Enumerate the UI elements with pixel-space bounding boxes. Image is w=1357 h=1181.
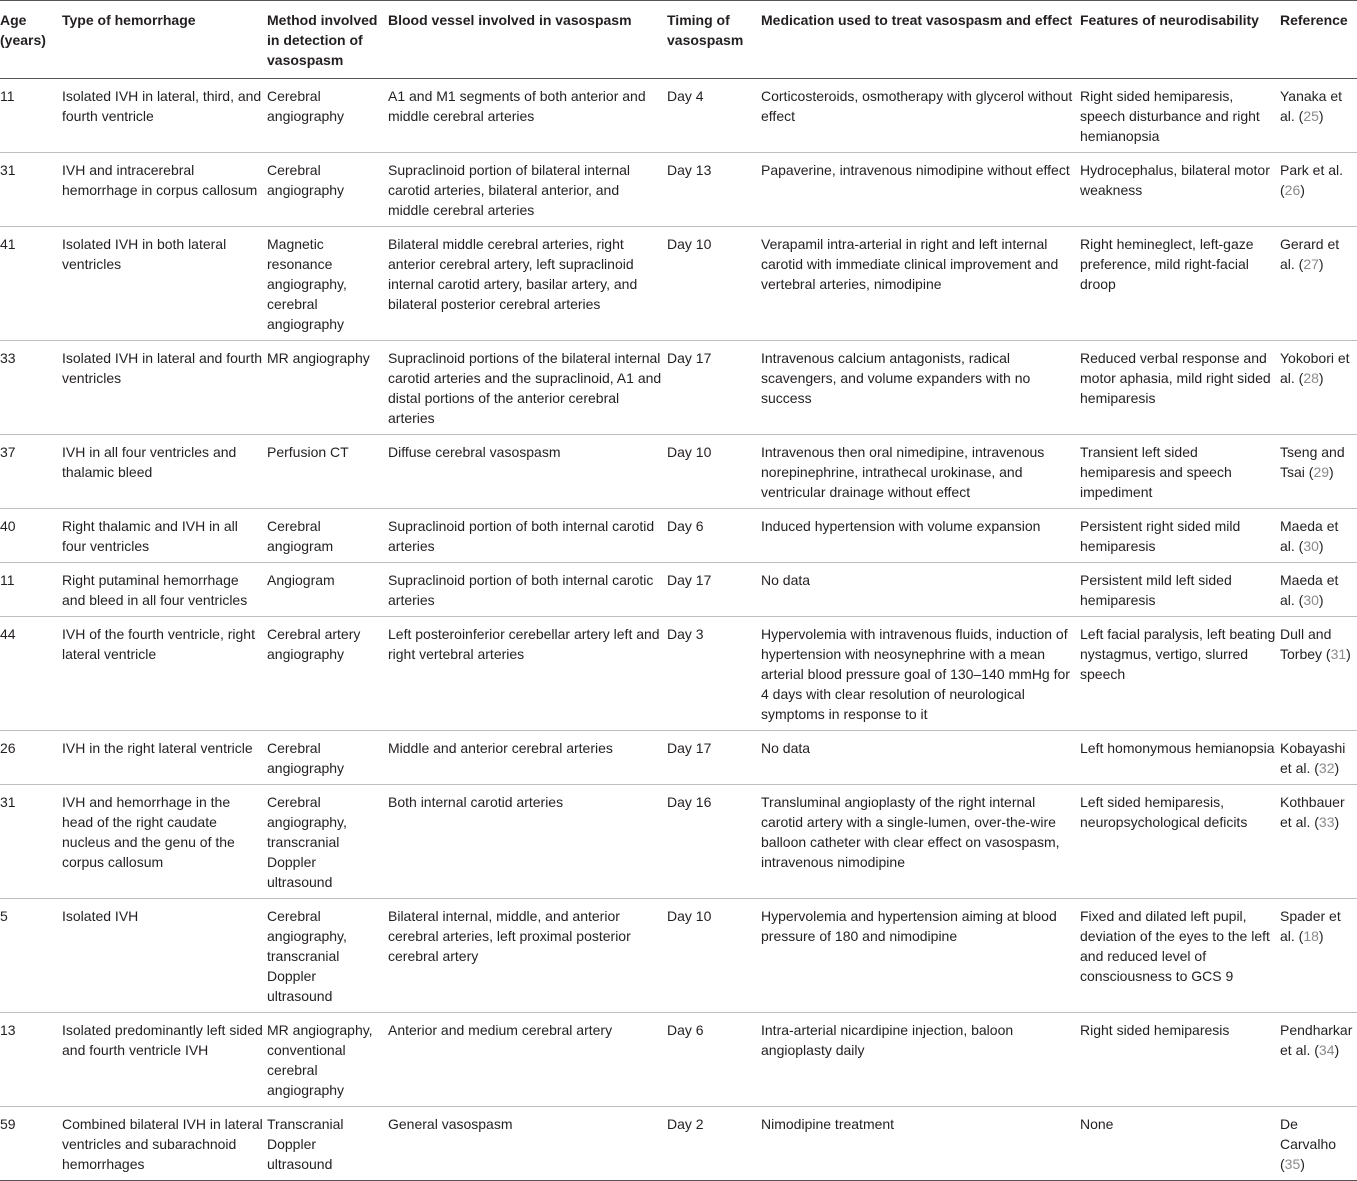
cell-blood-vessel: Anterior and medium cerebral artery: [388, 1013, 667, 1107]
cell-neurodisability: None: [1080, 1107, 1280, 1181]
reference-close-paren: ): [1318, 108, 1324, 124]
cell-hemorrhage-type: Right putaminal hemorrhage and bleed in all four ventricles: [62, 563, 267, 617]
reference-number-link[interactable]: 31: [1330, 646, 1347, 662]
reference-authors: Kobayashi et al. (: [1280, 740, 1346, 776]
header-type: Type of hemorrhage: [62, 1, 267, 79]
reference-authors: Park et al. (: [1280, 162, 1344, 198]
cell-hemorrhage-type: IVH and hemorrhage in the head of the right caudate nucleus and the genu of the corpus callosum: [62, 785, 267, 899]
table-row: [0, 731, 1357, 785]
cell-hemorrhage-type: Combined bilateral IVH in lateral ventricles and subarachnoid hemorrhages: [62, 1107, 267, 1181]
reference-authors: Gerard et al. (: [1280, 236, 1340, 272]
cell-detection-method: Cerebral angiography: [267, 153, 388, 227]
header-row: [0, 1, 1357, 79]
cell-detection-method: Cerebral angiogram: [267, 509, 388, 563]
reference-number-link[interactable]: 32: [1318, 760, 1335, 776]
header-medication: Medication used to treat vasospasm and effect: [761, 1, 1080, 79]
reference-number-link[interactable]: 25: [1303, 108, 1319, 124]
reference-close-paren: ): [1318, 592, 1324, 608]
header-reference: Reference: [1280, 1, 1357, 79]
cell-timing: Day 17: [667, 341, 761, 435]
cell-hemorrhage-type: Isolated IVH: [62, 899, 267, 1013]
cell-timing: Day 3: [667, 617, 761, 731]
cell-age: 59: [0, 1107, 62, 1181]
reference-authors: Maeda et al. (: [1280, 572, 1339, 608]
cell-hemorrhage-type: Isolated IVH in lateral and fourth ventricles: [62, 341, 267, 435]
cell-neurodisability: Persistent mild left sided hemiparesis: [1080, 563, 1280, 617]
table-row: [0, 899, 1357, 1013]
cell-neurodisability: Right sided hemiparesis: [1080, 1013, 1280, 1107]
cell-detection-method: Angiogram: [267, 563, 388, 617]
cell-age: 11: [0, 563, 62, 617]
cell-medication: No data: [761, 731, 1080, 785]
table-row: [0, 509, 1357, 563]
cell-reference: [1280, 1013, 1357, 1107]
cell-medication: Corticosteroids, osmotherapy with glycerol without effect: [761, 79, 1080, 153]
cell-age: 31: [0, 153, 62, 227]
reference-close-paren: ): [1329, 464, 1334, 480]
cell-neurodisability: Right hemineglect, left-gaze preference, mild right-facial droop: [1080, 227, 1280, 341]
header-method: Method involved in detection of vasospasm: [267, 1, 388, 79]
cell-detection-method: Cerebral artery angiography: [267, 617, 388, 731]
reference-close-paren: ): [1318, 538, 1324, 554]
cell-reference: [1280, 1107, 1357, 1181]
reference-authors: De Carvalho (: [1280, 1116, 1337, 1172]
cell-neurodisability: Persistent right sided mild hemiparesis: [1080, 509, 1280, 563]
cell-neurodisability: Left sided hemiparesis, neuropsychological deficits: [1080, 785, 1280, 899]
cell-hemorrhage-type: Isolated IVH in both lateral ventricles: [62, 227, 267, 341]
cell-neurodisability: Left facial paralysis, left beating nystagmus, vertigo, slurred speech: [1080, 617, 1280, 731]
cell-medication: No data: [761, 563, 1080, 617]
cell-timing: Day 10: [667, 899, 761, 1013]
cell-blood-vessel: Supraclinoid portion of bilateral internal carotid arteries, bilateral anterior, and middle cerebral arteries: [388, 153, 667, 227]
cell-medication: Hypervolemia with intravenous fluids, induction of hypertension with neosynephrine with a mean arterial blood pressure goal of 130–140 mmHg for 4 days with clear resolution of neurological symptoms in response to it: [761, 617, 1080, 731]
cell-medication: Hypervolemia and hypertension aiming at blood pressure of 180 and nimodipine: [761, 899, 1080, 1013]
reference-authors: Yokobori et al. (: [1280, 350, 1350, 386]
cell-detection-method: Magnetic resonance angiography, cerebral angiography: [267, 227, 388, 341]
cell-medication: Nimodipine treatment: [761, 1107, 1080, 1181]
cell-detection-method: Cerebral angiography: [267, 79, 388, 153]
cell-detection-method: Transcranial Doppler ultrasound: [267, 1107, 388, 1181]
cell-age: 37: [0, 435, 62, 509]
cell-reference: [1280, 153, 1357, 227]
cell-medication: Intra-arterial nicardipine injection, baloon angioplasty daily: [761, 1013, 1080, 1107]
reference-close-paren: ): [1334, 1042, 1340, 1058]
table-row: [0, 435, 1357, 509]
cell-detection-method: Cerebral angiography, transcranial Doppler ultrasound: [267, 785, 388, 899]
cell-medication: Papaverine, intravenous nimodipine without effect: [761, 153, 1080, 227]
cell-blood-vessel: Bilateral middle cerebral arteries, right anterior cerebral artery, left supraclinoid internal carotid artery, basilar artery, and bilateral posterior cerebral arteries: [388, 227, 667, 341]
reference-authors: Yanaka et al. (: [1280, 88, 1343, 124]
cell-medication: Transluminal angioplasty of the right internal carotid artery with a single-lumen, over-the-wire balloon catheter with clear effect on vasospasm, intravenous nimodipine: [761, 785, 1080, 899]
cell-neurodisability: Left homonymous hemianopsia: [1080, 731, 1280, 785]
cell-timing: Day 2: [667, 1107, 761, 1181]
cell-age: 13: [0, 1013, 62, 1107]
cell-hemorrhage-type: IVH of the fourth ventricle, right lateral ventricle: [62, 617, 267, 731]
cell-hemorrhage-type: IVH in the right lateral ventricle: [62, 731, 267, 785]
cell-age: 41: [0, 227, 62, 341]
cell-reference: [1280, 731, 1357, 785]
reference-number-link[interactable]: 28: [1303, 370, 1319, 386]
cell-medication: Verapamil intra-arterial in right and left internal carotid with immediate clinical improvement and vertebral arteries, nimodipine: [761, 227, 1080, 341]
table-row: [0, 785, 1357, 899]
table-body: [0, 79, 1357, 1181]
cell-timing: Day 17: [667, 731, 761, 785]
reference-number-link[interactable]: 34: [1318, 1042, 1335, 1058]
reference-close-paren: ): [1346, 646, 1351, 662]
cell-detection-method: Cerebral angiography: [267, 731, 388, 785]
cell-blood-vessel: Supraclinoid portions of the bilateral internal carotid arteries and the supraclinoid, A1 and distal portions of the anterior cerebral arteries: [388, 341, 667, 435]
cell-age: 11: [0, 79, 62, 153]
cell-blood-vessel: Supraclinoid portion of both internal carotid arteries: [388, 509, 667, 563]
cell-reference: [1280, 509, 1357, 563]
table-header: [0, 1, 1357, 79]
reference-number-link[interactable]: 18: [1303, 928, 1319, 944]
table-row: [0, 1013, 1357, 1107]
cell-neurodisability: Right sided hemiparesis, speech disturbance and right hemianopsia: [1080, 79, 1280, 153]
reference-close-paren: ): [1334, 760, 1340, 776]
cell-medication: Induced hypertension with volume expansion: [761, 509, 1080, 563]
cell-detection-method: Perfusion CT: [267, 435, 388, 509]
table-row: [0, 79, 1357, 153]
cell-age: 33: [0, 341, 62, 435]
reference-close-paren: ): [1318, 928, 1324, 944]
reference-number-link[interactable]: 29: [1313, 464, 1330, 480]
reference-number-link[interactable]: 30: [1303, 592, 1319, 608]
table-row: [0, 617, 1357, 731]
cell-hemorrhage-type: Right thalamic and IVH in all four ventricles: [62, 509, 267, 563]
cell-hemorrhage-type: IVH and intracerebral hemorrhage in corpus callosum: [62, 153, 267, 227]
cell-reference: [1280, 899, 1357, 1013]
cell-timing: Day 10: [667, 227, 761, 341]
cell-timing: Day 13: [667, 153, 761, 227]
table-row: [0, 227, 1357, 341]
cell-neurodisability: Transient left sided hemiparesis and speech impediment: [1080, 435, 1280, 509]
cell-detection-method: MR angiography: [267, 341, 388, 435]
cell-timing: Day 6: [667, 509, 761, 563]
reference-authors: Maeda et al. (: [1280, 518, 1339, 554]
reference-authors: Tseng and Tsai (: [1280, 444, 1345, 480]
cell-neurodisability: Fixed and dilated left pupil, deviation of the eyes to the left and reduced level of consciousness to GCS 9: [1080, 899, 1280, 1013]
table-row: [0, 153, 1357, 227]
cell-blood-vessel: Diffuse cerebral vasospasm: [388, 435, 667, 509]
cell-medication: Intravenous calcium antagonists, radical scavengers, and volume expanders with no success: [761, 341, 1080, 435]
cell-timing: Day 16: [667, 785, 761, 899]
cell-reference: [1280, 785, 1357, 899]
cell-age: 40: [0, 509, 62, 563]
reference-close-paren: ): [1318, 370, 1324, 386]
cell-age: 26: [0, 731, 62, 785]
reference-authors: Pendharkar et al. (: [1280, 1022, 1353, 1058]
table-row: [0, 563, 1357, 617]
cell-age: 31: [0, 785, 62, 899]
header-features: Features of neurodisability: [1080, 1, 1280, 79]
cell-reference: [1280, 563, 1357, 617]
reference-close-paren: ): [1334, 814, 1340, 830]
cell-timing: Day 6: [667, 1013, 761, 1107]
cell-reference: [1280, 435, 1357, 509]
cell-detection-method: Cerebral angiography, transcranial Doppler ultrasound: [267, 899, 388, 1013]
header-timing: Timing of vasospasm: [667, 1, 761, 79]
cell-medication: Intravenous then oral nimedipine, intravenous norepinephrine, intrathecal urokinase, and ventricular drainage without effect: [761, 435, 1080, 509]
table-row: [0, 341, 1357, 435]
cell-reference: [1280, 227, 1357, 341]
reference-close-paren: ): [1318, 256, 1324, 272]
reference-close-paren: ): [1300, 182, 1305, 198]
header-vessel: Blood vessel involved in vasospasm: [388, 1, 667, 79]
cell-blood-vessel: Supraclinoid portion of both internal carotic arteries: [388, 563, 667, 617]
cell-reference: [1280, 79, 1357, 153]
cell-detection-method: MR angiography, conventional cerebral angiography: [267, 1013, 388, 1107]
reference-number-link[interactable]: 33: [1318, 814, 1335, 830]
cell-neurodisability: Reduced verbal response and motor aphasia, mild right sided hemiparesis: [1080, 341, 1280, 435]
cell-reference: [1280, 617, 1357, 731]
header-age: Age (years): [0, 1, 62, 79]
cell-age: 5: [0, 899, 62, 1013]
cell-hemorrhage-type: Isolated IVH in lateral, third, and fourth ventricle: [62, 79, 267, 153]
cell-blood-vessel: Both internal carotid arteries: [388, 785, 667, 899]
reference-authors: Spader et al. (: [1280, 908, 1341, 944]
reference-number-link[interactable]: 35: [1284, 1156, 1301, 1172]
reference-authors: Kothbauer et al. (: [1280, 794, 1345, 830]
cell-timing: Day 10: [667, 435, 761, 509]
cell-blood-vessel: A1 and M1 segments of both anterior and middle cerebral arteries: [388, 79, 667, 153]
reference-number-link[interactable]: 26: [1284, 182, 1301, 198]
cell-neurodisability: Hydrocephalus, bilateral motor weakness: [1080, 153, 1280, 227]
reference-number-link[interactable]: 27: [1303, 256, 1319, 272]
cell-hemorrhage-type: IVH in all four ventricles and thalamic bleed: [62, 435, 267, 509]
cell-age: 44: [0, 617, 62, 731]
cell-blood-vessel: Middle and anterior cerebral arteries: [388, 731, 667, 785]
table-row: [0, 1107, 1357, 1181]
cell-blood-vessel: Bilateral internal, middle, and anterior cerebral arteries, left proximal posterior cerebral artery: [388, 899, 667, 1013]
reference-close-paren: ): [1300, 1156, 1305, 1172]
cell-hemorrhage-type: Isolated predominantly left sided and fourth ventricle IVH: [62, 1013, 267, 1107]
reference-number-link[interactable]: 30: [1303, 538, 1319, 554]
cell-reference: [1280, 341, 1357, 435]
cell-timing: Day 17: [667, 563, 761, 617]
cell-blood-vessel: General vasospasm: [388, 1107, 667, 1181]
cell-blood-vessel: Left posteroinferior cerebellar artery left and right vertebral arteries: [388, 617, 667, 731]
reference-authors: Dull and Torbey (: [1280, 626, 1332, 662]
cell-timing: Day 4: [667, 79, 761, 153]
